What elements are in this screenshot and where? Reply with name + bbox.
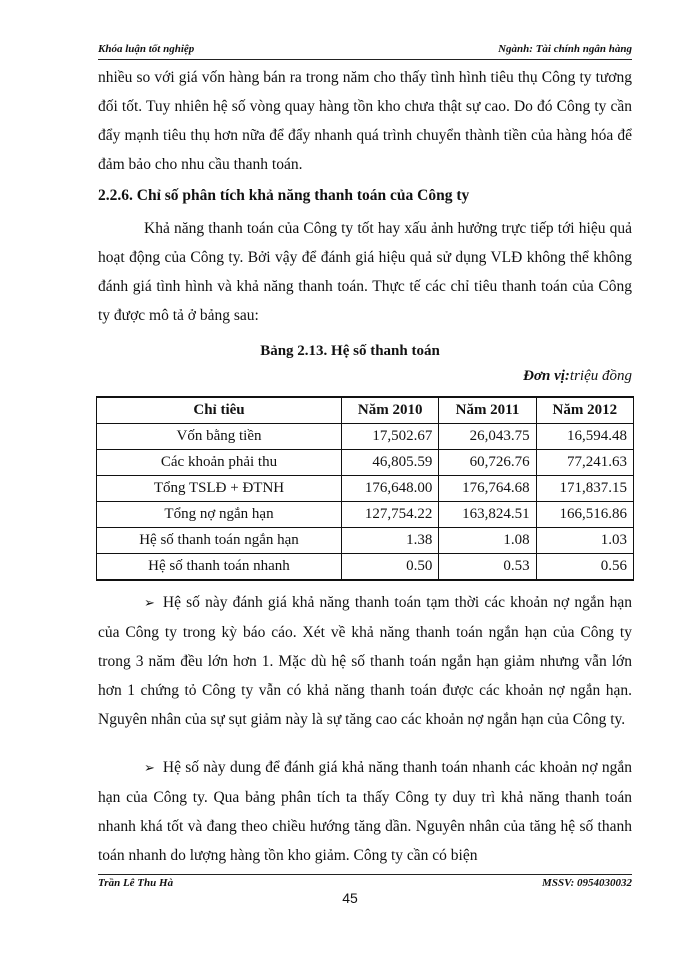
footer-author: Trần Lê Thu Hà [98,877,174,889]
arrow-bullet-icon: ➢ [144,761,155,776]
row-label: Tổng nợ ngắn hạn [97,502,342,528]
value-2012: 16,594.48 [536,424,633,450]
value-2012: 0.56 [536,554,633,581]
intro-paragraph: nhiều so với giá vốn hàng bán ra trong năm cho thấy tình hình tiêu thụ Công ty tương đối tốt. Tuy nhiên hệ số vòng quay hàng tồn kho chưa thật sự cao. Do đó Công ty cần đẩy mạnh tiêu thụ hơn nữa để đẩy nhanh quá trình chuyển thành tiền của hàng hóa để đảm bảo cho nhu cầu thanh toán. [98,69,632,173]
value-2012: 77,241.63 [536,450,633,476]
header-divider [98,59,632,60]
value-2010: 46,805.59 [342,450,439,476]
header-indicator: Chỉ tiêu [97,397,342,424]
value-2012: 1.03 [536,528,633,554]
value-2011: 176,764.68 [439,476,536,502]
row-label: Các khoản phải thu [97,450,342,476]
row-label: Hệ số thanh toán nhanh [97,554,342,581]
header-thesis-label: Khóa luận tốt nghiệp [98,43,195,55]
table-row [97,450,634,476]
header-year-2010: Năm 2010 [342,397,439,424]
header-major-label: Ngành: Tài chính ngân hàng [498,43,632,55]
analysis-bullet-1-text: Hệ số này đánh giá khả năng thanh toán tạm thời các khoản nợ ngắn hạn của Công ty trong kỳ báo cáo. Xét về khả năng thanh toán ngắn hạn của Công ty trong 3 năm đều lớn hơn 1. Mặc dù hệ số thanh toán ngắn hạn giảm nhưng vẫn lớn hơn 1 chứng tỏ Công ty vẫn có khả năng thanh toán được các khoản nợ ngắn hạn. Nguyên nhân của sự sụt giảm này là sự tăng cao các khoản nợ ngắn hạn của Công ty. [98,594,632,728]
table-title: Bảng 2.13. Hệ số thanh toán [260,343,440,359]
unit-label [523,368,632,385]
value-2012: 166,516.86 [536,502,633,528]
unit-label-value: triệu đồng [569,368,632,384]
value-2010: 1.38 [342,528,439,554]
row-label: Vốn bằng tiền [97,424,342,450]
table-header-row [97,397,634,424]
value-2011: 0.53 [439,554,536,581]
header-year-2012: Năm 2012 [536,397,633,424]
page-number: 45 [342,890,358,906]
row-label: Tổng TSLĐ + ĐTNH [97,476,342,502]
value-2012: 171,837.15 [536,476,633,502]
payment-ratio-table [96,396,634,581]
value-2011: 26,043.75 [439,424,536,450]
arrow-bullet-icon: ➢ [144,596,155,611]
table-row [97,476,634,502]
value-2010: 0.50 [342,554,439,581]
value-2010: 127,754.22 [342,502,439,528]
value-2011: 60,726.76 [439,450,536,476]
table-row [97,554,634,581]
value-2011: 1.08 [439,528,536,554]
page-header [98,40,632,60]
unit-label-prefix: Đơn vị: [523,368,570,384]
analysis-bullet-2-text: Hệ số này dung để đánh giá khả năng thanh toán nhanh các khoản nợ ngắn hạn của Công ty. Qua bảng phân tích ta thấy Công ty duy trì khả năng thanh toán nhanh khá tốt và đang theo chiều hướng tăng dần. Nguyên nhân của tăng hệ số thanh toán nhanh do lượng hàng tồn kho giảm. Công ty cần có biện [98,759,632,864]
table-row [97,424,634,450]
footer-divider [98,874,632,875]
value-2010: 17,502.67 [342,424,439,450]
header-year-2011: Năm 2011 [439,397,536,424]
value-2010: 176,648.00 [342,476,439,502]
analysis-bullet-1 [98,588,632,734]
section-heading: 2.2.6. Chỉ số phân tích khả năng thanh toán của Công ty [98,187,470,204]
section-paragraph: Khả năng thanh toán của Công ty tốt hay xấu ảnh hưởng trực tiếp tới hiệu quả hoạt động của Công ty. Bởi vậy để đánh giá hiệu quả sử dụng VLĐ không thể không đánh giá tình hình và khả năng thanh toán. Thực tế các chỉ tiêu thanh toán của Công ty được mô tả ở bảng sau: [98,220,632,324]
table-row [97,528,634,554]
analysis-bullet-2 [98,753,632,870]
value-2011: 163,824.51 [439,502,536,528]
footer-student-id: MSSV: 0954030032 [542,877,632,889]
table-row [97,502,634,528]
row-label: Hệ số thanh toán ngắn hạn [97,528,342,554]
